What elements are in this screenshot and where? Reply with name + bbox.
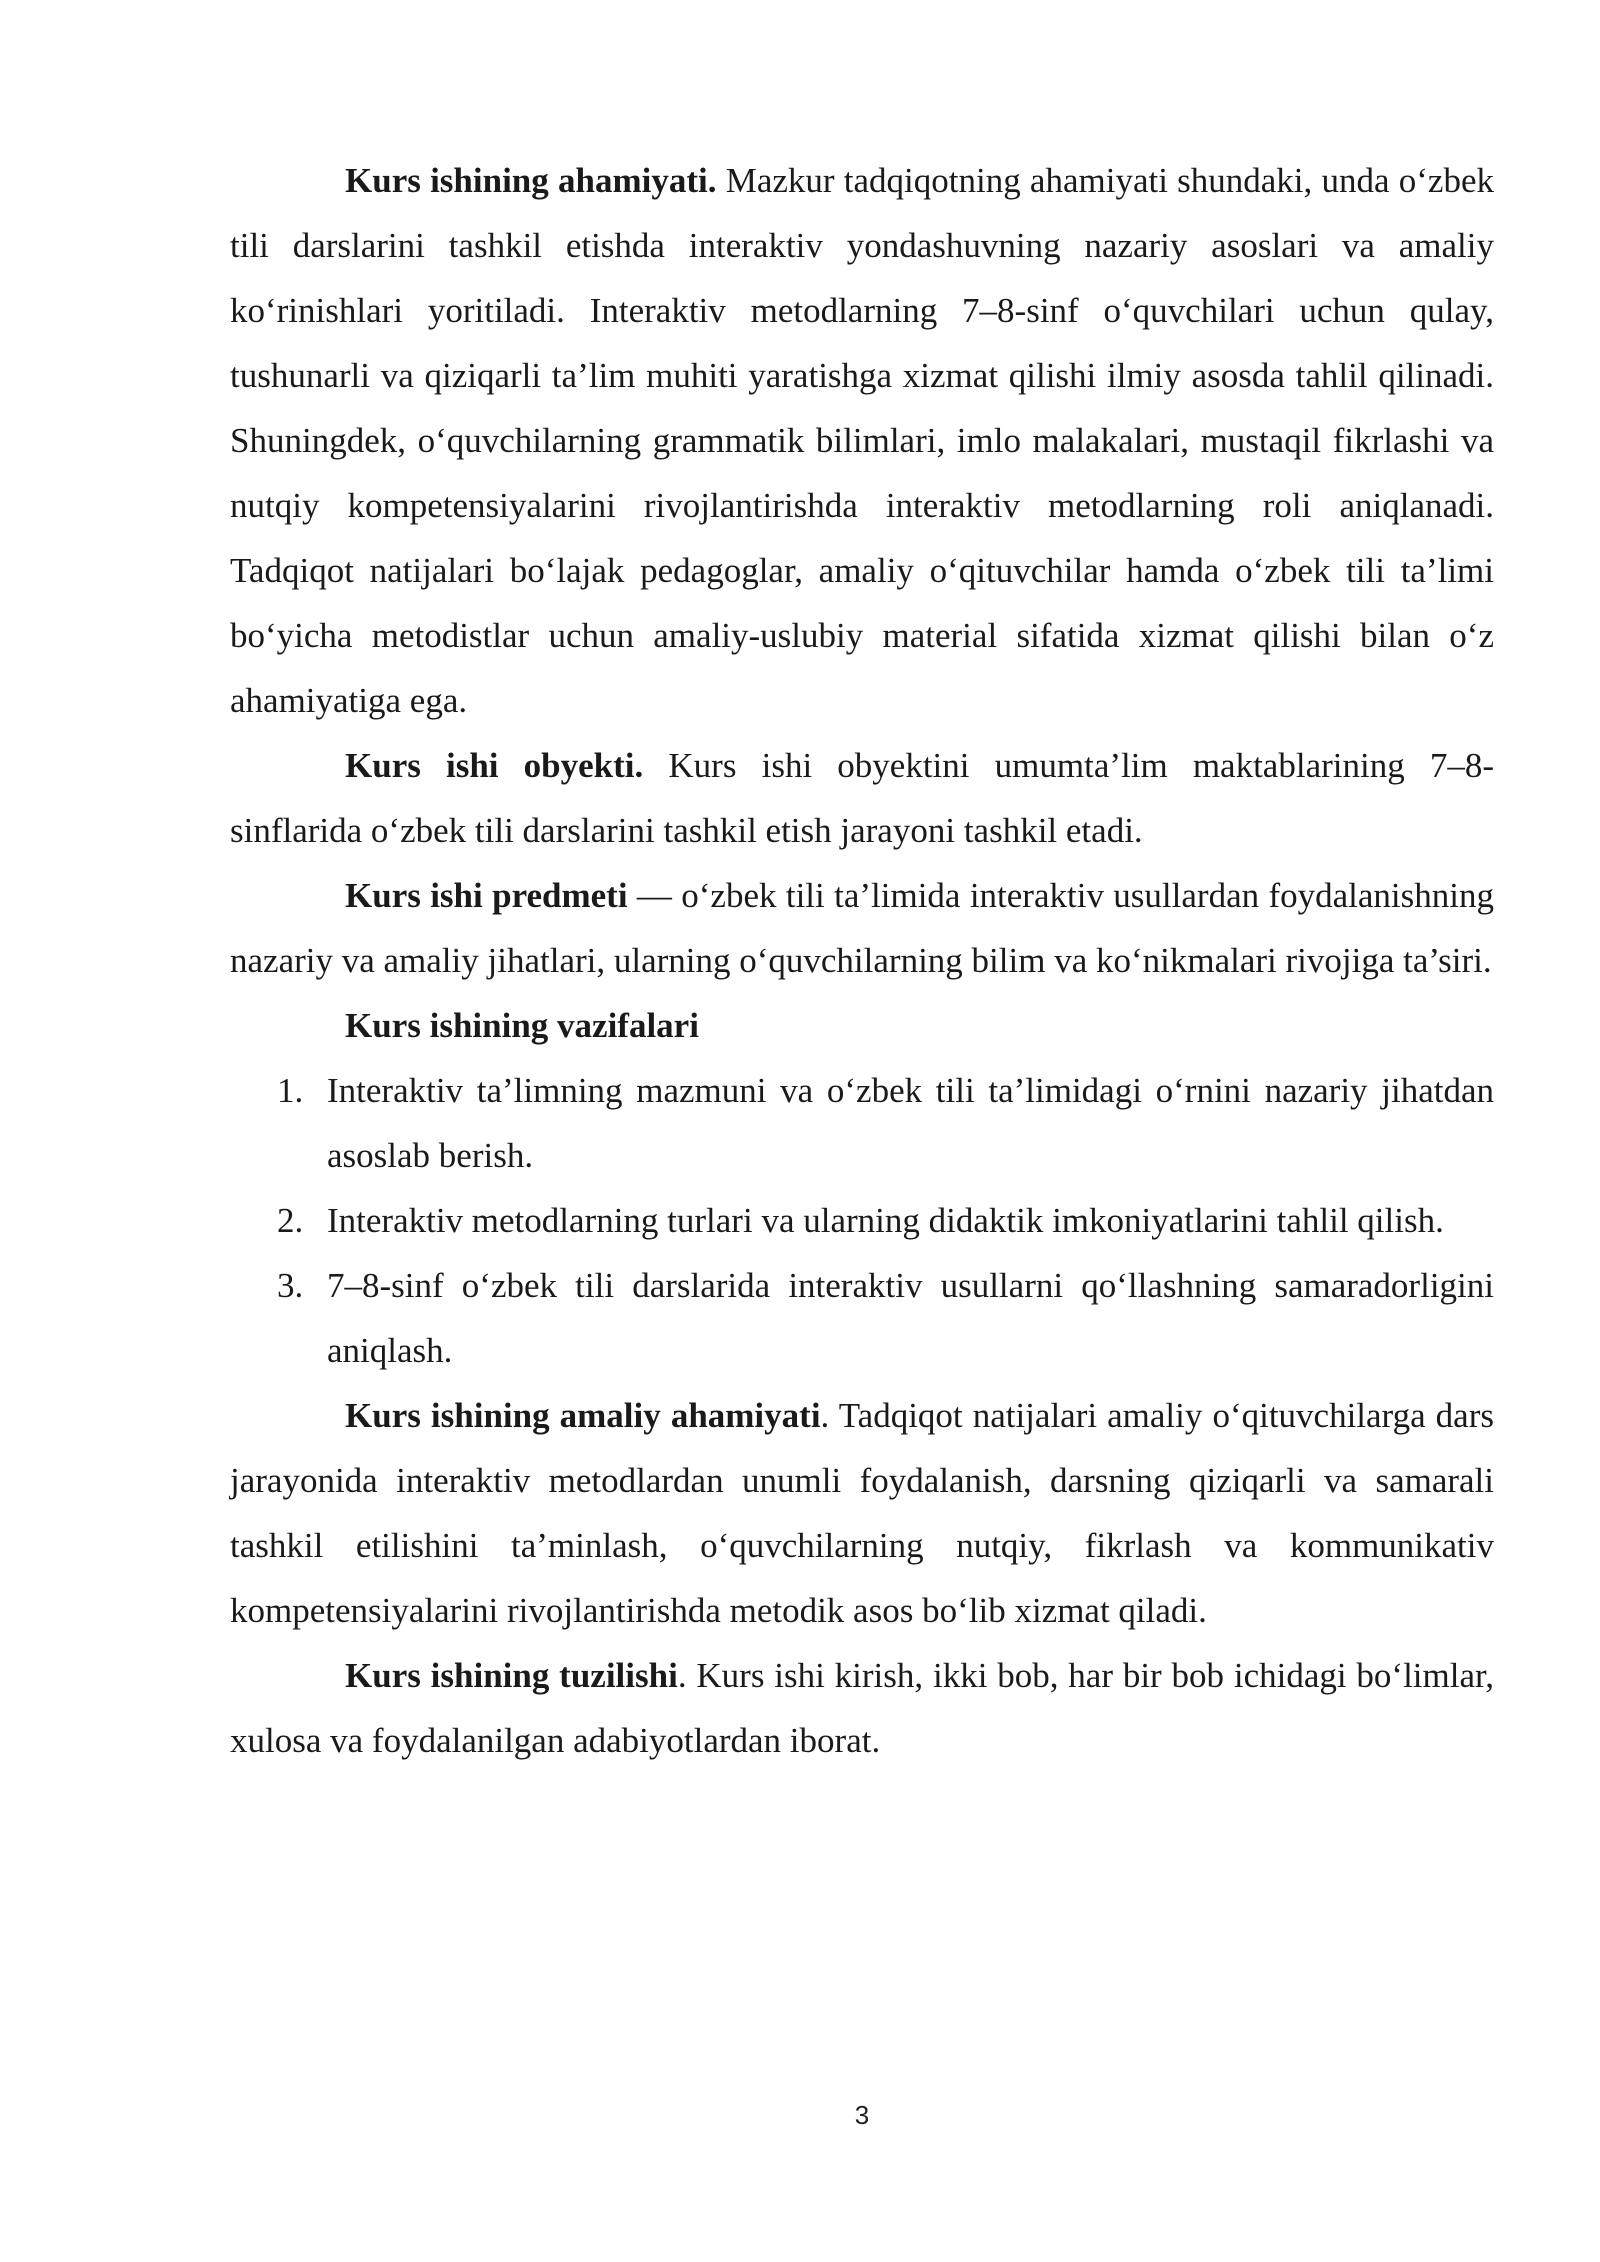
- list-item-number: 1.: [277, 1071, 304, 1110]
- list-item-text: Interaktiv metodlarning turlari va ularning didaktik imkoniyatlarini tahlil qilish.: [327, 1201, 1444, 1240]
- paragraph-title: Kurs ishining ahamiyati.: [345, 161, 717, 200]
- list-item-number: 3.: [277, 1266, 304, 1305]
- paragraph-title: Kurs ishi obyekti.: [345, 746, 644, 785]
- paragraph-amaliy-ahamiyati: [230, 1383, 1494, 1643]
- paragraph-predmeti: [230, 863, 1494, 993]
- paragraph-title: Kurs ishining amaliy ahamiyati: [345, 1396, 821, 1435]
- paragraph-title: Kurs ishining tuzilishi: [345, 1656, 678, 1695]
- list-item-text: Interaktiv ta’limning mazmuni va o‘zbek tili ta’limidagi o‘rnini nazariy jihatdan asoslab berish.: [327, 1071, 1494, 1175]
- paragraph-text: Kurs ishi obyektini umumta’lim maktablarining 7–8-sinflarida o‘zbek tili darslarini tashkil etish jarayoni tashkil etadi.: [230, 746, 1494, 850]
- list-item: [230, 1188, 1494, 1253]
- paragraph-obyekti: [230, 733, 1494, 863]
- paragraph-text: — o‘zbek tili ta’limida interaktiv usullardan foydalanishning nazariy va amaliy jihatlari, ularning o‘quvchilarning bilim va ko‘nikmalari rivojiga ta’siri.: [230, 876, 1494, 980]
- paragraph-text: . Kurs ishi kirish, ikki bob, har bir bob ichidagi bo‘limlar, xulosa va foydalanilgan adabiyotlardan iborat.: [230, 1656, 1495, 1760]
- paragraph-text: . Tadqiqot natijalari amaliy o‘qituvchilarga dars jarayonida interaktiv metodlardan unumli foydalanish, darsning qiziqarli va samarali tashkil etilishini ta’minlash, o‘quvchilarning nutqiy, fikrlash va kommunikativ kompetensiyalarini rivojlantirishda metodik asos bo‘lib xizmat qiladi.: [230, 1396, 1494, 1630]
- paragraph-title: Kurs ishi predmeti: [345, 876, 628, 915]
- paragraph-tuzilishi: [230, 1643, 1494, 1773]
- list-item: [230, 1058, 1494, 1188]
- document-page: [230, 148, 1494, 1773]
- list-item: [230, 1253, 1494, 1383]
- tasks-list: [230, 1058, 1494, 1383]
- page-number: 3: [854, 2100, 870, 2130]
- list-item-text: 7–8-sinf o‘zbek tili darslarida interaktiv usullarni qo‘llashning samaradorligini aniqlash.: [327, 1266, 1494, 1370]
- paragraph-text: Mazkur tadqiqotning ahamiyati shundaki, unda o‘zbek tili darslarini tashkil etishda interaktiv yondashuvning nazariy asoslari va amaliy ko‘rinishlari yoritiladi. Interaktiv metodlarning 7–8-sinf o‘quvchilari uchun qulay, tushunarli va qiziqarli ta’lim muhiti yaratishga xizmat qilishi ilmiy asosda tahlil qilinadi. Shuningdek, o‘quvchilarning grammatik bilimlari, imlo malakalari, mustaqil fikrlashi va nutqiy kompetensiyalarini rivojlantirishda interaktiv metodlarning roli aniqlanadi. Tadqiqot natijalari bo‘lajak pedagoglar, amaliy o‘qituvchilar hamda o‘zbek tili ta’limi bo‘yicha metodistlar uchun amaliy-uslubiy material sifatida xizmat qilishi bilan o‘z ahamiyatiga ega.: [230, 161, 1494, 720]
- paragraph-ahamiyati: [230, 148, 1494, 733]
- list-item-number: 2.: [277, 1201, 304, 1240]
- tasks-heading: Kurs ishining vazifalari: [345, 1006, 699, 1045]
